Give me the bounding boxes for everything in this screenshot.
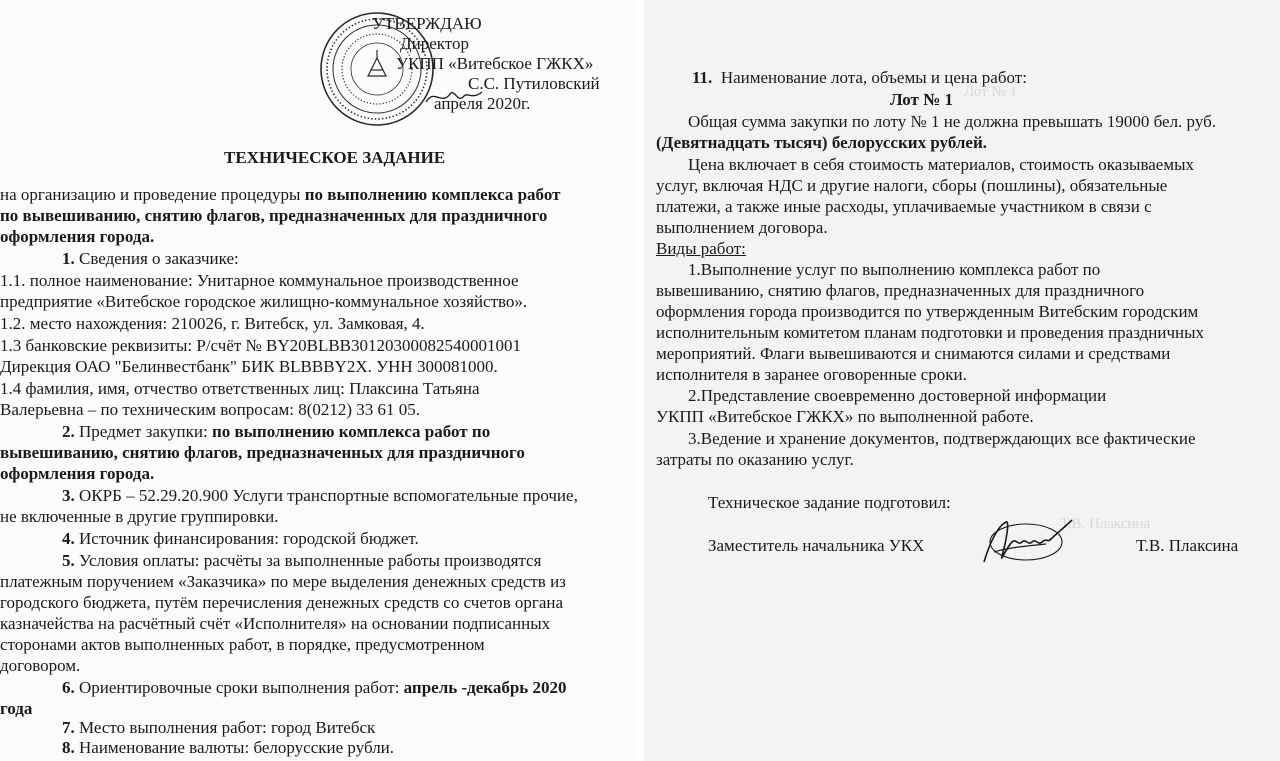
- section-3-line-1: [62, 486, 578, 506]
- section-7: [62, 718, 375, 738]
- section-4: [62, 529, 419, 549]
- section-6-line-1: [62, 678, 567, 698]
- section-5-line-4: казначейства на расчётный счёт «Исполнителя» на основании подписанных: [0, 614, 551, 633]
- section-3-text: ОКРБ – 52.29.20.900 Услуги транспортные вспомогательные прочие,: [79, 486, 578, 505]
- section-7-text: Место выполнения работ: город Витебск: [79, 718, 376, 737]
- section-2-line-3: оформления города.: [0, 464, 155, 483]
- section-11-text: Наименование лота, объемы и цена работ:: [720, 68, 1027, 87]
- section-4-text: Источник финансирования: городской бюджет.: [79, 529, 419, 548]
- deputy-signature-icon: [976, 512, 1076, 576]
- section-2-number: 2.: [62, 422, 75, 441]
- document-page-left: [0, 0, 636, 761]
- approval-date: апреля 2020г.: [434, 94, 531, 113]
- section-7-number: 7.: [62, 718, 75, 737]
- sum-line-2: (Девятнадцать тысяч) белорусских рублей.: [656, 133, 988, 152]
- intro-line-1: [0, 185, 560, 205]
- section-2-line-1: [62, 422, 490, 442]
- work-1-line-6: исполнителя в заранее оговоренные сроки.: [656, 365, 967, 384]
- document-page-right: [644, 0, 1280, 761]
- intro-line-3: оформления города.: [0, 227, 155, 246]
- section-4-number: 4.: [62, 529, 75, 548]
- section-5-line-5: сторонами актов выполненных работ, в порядке, предусмотренном: [0, 635, 485, 654]
- work-1-line-5: мероприятий. Флаги вывешиваются и снимаются силами и средствами: [656, 344, 1171, 363]
- section-11-heading: [692, 68, 1027, 88]
- price-line-2: услуг, включая НДС и другие налоги, сборы (пошлины), обязательные: [656, 176, 1168, 195]
- section-2-line-2: вывешиванию, снятию флагов, предназначенных для праздничного: [0, 443, 525, 462]
- section-5-number: 5.: [62, 551, 75, 570]
- work-types-heading: Виды работ:: [656, 239, 746, 258]
- item-1-1-line-1: 1.1. полное наименование: Унитарное коммунальное производственное: [0, 271, 519, 290]
- work-2-line-1: 2.Представление своевременно достоверной информации: [688, 386, 1107, 405]
- bleed-through-text-1: Лот № 1: [964, 84, 1017, 100]
- section-8: [62, 738, 394, 758]
- work-3-line-1: 3.Ведение и хранение документов, подтверждающих все фактические: [688, 429, 1196, 448]
- intro-line-1-bold: по выполнению комплекса работ: [304, 185, 561, 204]
- lot-heading: Лот № 1: [890, 90, 953, 109]
- price-line-1: Цена включает в себя стоимость материалов, стоимость оказываемых: [688, 155, 1195, 174]
- item-1-4-line-1: 1.4 фамилия, имя, отчество ответственных лиц: Плаксина Татьяна: [0, 379, 480, 398]
- section-2-plain: Предмет закупки:: [79, 422, 212, 441]
- bleed-through-text-2: Т.В. Плаксина: [1060, 516, 1151, 532]
- item-1-3-line-1: 1.3 банковские реквизиты: Р/счёт № BY20BLBB30120300082540001001: [0, 336, 522, 355]
- item-1-2: 1.2. место нахождения: 210026, г. Витебск, ул. Замковая, 4.: [0, 314, 425, 333]
- section-5-line-2: платежным поручением «Заказчика» по мере выделения денежных средств из: [0, 572, 566, 591]
- prepared-by-label: Техническое задание подготовил:: [708, 493, 951, 512]
- section-6-bold: апрель -декабрь 2020: [403, 678, 567, 697]
- work-1-line-3: оформления города производится по утвержденным Витебским городским: [656, 302, 1199, 321]
- intro-line-2: по вывешиванию, снятию флагов, предназначенных для праздничного: [0, 206, 548, 225]
- section-2-bold: по выполнению комплекса работ по: [211, 422, 491, 441]
- approval-approve: УТВЕРЖДАЮ: [372, 14, 482, 33]
- section-5-line-1: [62, 551, 541, 571]
- section-8-text: Наименование валюты: белорусские рубли.: [79, 738, 395, 757]
- item-1-3-line-2: Дирекция ОАО "Белинвестбанк" БИК BLBBBY2X. УНН 300081000.: [0, 357, 498, 376]
- section-3-line-2: не включенные в другие группировки.: [0, 507, 279, 526]
- approval-org: УКПП «Витебское ГЖКХ»: [396, 54, 594, 73]
- section-1-heading: [62, 249, 239, 269]
- page-divider: [636, 0, 644, 761]
- section-1-text: Сведения о заказчике:: [79, 249, 239, 268]
- section-8-number: 8.: [62, 738, 75, 757]
- deputy-name: Т.В. Плаксина: [1136, 536, 1239, 555]
- section-5-text: Условия оплаты: расчёты за выполненные работы производятся: [79, 551, 542, 570]
- work-1-line-4: исполнительным комитетом планам подготовки и проведения праздничных: [656, 323, 1205, 342]
- deputy-position: Заместитель начальника УКХ: [708, 536, 925, 555]
- section-5-line-6: договором.: [0, 656, 81, 675]
- work-3-line-2: затраты по оказанию услуг.: [656, 450, 854, 469]
- approval-position: Директор: [400, 34, 469, 53]
- price-line-4: выполнением договора.: [656, 218, 828, 237]
- price-line-3: платежи, а также иные расходы, уплачиваемые участником в связи с: [656, 197, 1152, 216]
- approval-signer: С.С. Путиловский: [468, 74, 600, 93]
- document-title: ТЕХНИЧЕСКОЕ ЗАДАНИЕ: [224, 148, 446, 167]
- section-6-plain: Ориентировочные сроки выполнения работ:: [79, 678, 404, 697]
- work-1-line-2: вывешиванию, снятию флагов, предназначенных для праздничного: [656, 281, 1145, 300]
- section-6-line-2: года: [0, 699, 33, 718]
- section-6-number: 6.: [62, 678, 75, 697]
- section-3-number: 3.: [62, 486, 75, 505]
- work-2-line-2: УКПП «Витебское ГЖКХ» по выполненной работе.: [656, 407, 1034, 426]
- work-1-line-1: 1.Выполнение услуг по выполнению комплекса работ по: [688, 260, 1101, 279]
- section-1-number: 1.: [62, 249, 75, 268]
- intro-line-1-plain: на организацию и проведение процедуры: [0, 185, 305, 204]
- section-5-line-3: городского бюджета, путём перечисления денежных средств со счетов органа: [0, 593, 564, 612]
- section-11-number: 11.: [692, 68, 713, 87]
- item-1-4-line-2: Валерьевна – по техническим вопросам: 8(0212) 33 61 05.: [0, 400, 421, 419]
- item-1-1-line-2: предприятие «Витебское городское жилищно-коммунальное хозяйство».: [0, 292, 528, 311]
- sum-line-1: Общая сумма закупки по лоту № 1 не должна превышать 19000 бел. руб.: [688, 112, 1217, 131]
